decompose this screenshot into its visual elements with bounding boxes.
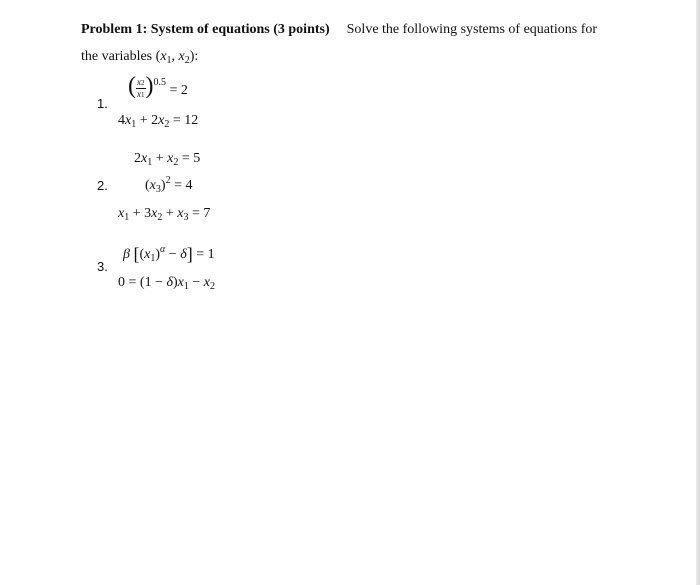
problem-3-number: 3. xyxy=(97,259,108,274)
problem-title: Problem 1: System of equations (3 points) xyxy=(81,22,330,37)
problem-1-number: 1. xyxy=(97,96,108,111)
problem-3-equation-2: $0 = (1 - \delta)x_1 - x_2$ xyxy=(118,275,215,292)
problem-2-number: 2. xyxy=(97,178,108,193)
problem-2-equation-2: $(x_3)^2 = 4$ xyxy=(145,175,193,195)
problem-2-equation-1: $2x_1 + x_2 = 5$ xyxy=(134,151,201,168)
problem-2-equation-3: $x_1 + 3x_2 + x_3 = 7$ xyxy=(118,206,211,223)
problem-1-equation-2: $4x_1 + 2x_2 = 12$ xyxy=(118,113,199,130)
problem-1-equation-1: ( $\frac{x2}{x1}$ )$^{0.5}$ = 2 xyxy=(128,73,188,99)
problem-heading xyxy=(81,23,597,37)
problem-intro-line2: the variables ($x_1$, $x_2$): xyxy=(81,49,199,66)
problem-3-equation-1: β $[(x_1)^\alpha - \delta] = 1$ xyxy=(123,244,215,265)
problem-intro-line1: Solve the following systems of equations for xyxy=(346,22,598,37)
page-edge-divider xyxy=(696,0,700,585)
